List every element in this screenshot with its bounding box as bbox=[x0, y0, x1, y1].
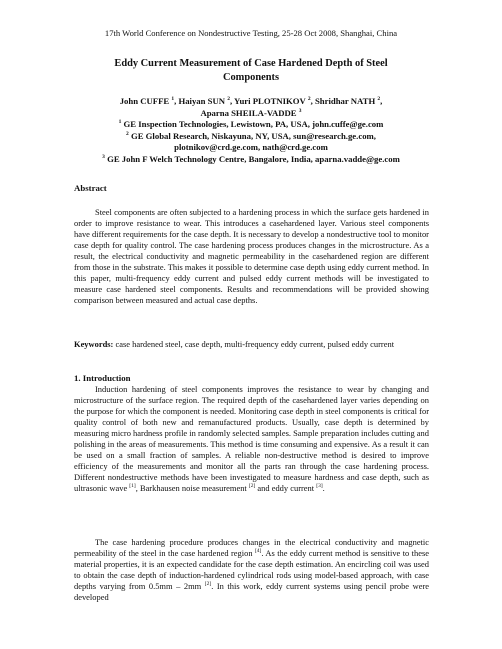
author-name: Aparna SHEILA-VADDE bbox=[200, 107, 299, 118]
affiliation-mark: 1 bbox=[171, 96, 175, 103]
affiliation-2 bbox=[30, 131, 472, 143]
paper-title bbox=[80, 57, 422, 84]
affiliation-text: GE Global Research, Niskayuna, NY, USA, sun@research.ge.com, bbox=[128, 130, 376, 141]
author-name: , Haiyan SUN bbox=[174, 96, 228, 106]
abstract-heading: Abstract bbox=[74, 183, 107, 193]
affiliation-text: GE John F Welch Technology Centre, Bangalore, India, aparna.vadde@ge.com bbox=[104, 153, 400, 164]
author-line-2 bbox=[30, 108, 472, 120]
title-line-1: Eddy Current Measurement of Case Hardened Depth of Steel bbox=[114, 58, 388, 69]
author-name: John CUFFE bbox=[119, 96, 172, 106]
affiliation-mark: 2 bbox=[227, 96, 230, 103]
author-line-1 bbox=[30, 96, 472, 108]
paragraph-text: . In this work, eddy current systems using pencil probe were developed bbox=[74, 580, 430, 602]
paragraph-text: . bbox=[322, 482, 325, 493]
author-name: , Yuri PLOTNIKOV bbox=[229, 96, 308, 106]
author-separator: , bbox=[380, 96, 383, 106]
affiliation-1 bbox=[30, 119, 472, 131]
affiliation-mark: 2 bbox=[307, 96, 311, 103]
citation-ref: [2] bbox=[248, 482, 256, 489]
abstract-text: Steel components are often subjected to a hardening process in which the surface gets hardened in order to improve resistance to wear. This introduces a casehardened layer. Various steel components have different requirements for the case depth. It is necessary to develop a nondestructive tool to monitor case depth for quality control. The case hardening process produces changes in the microstructure. As a result, the electrical conductivity and magnetic permeability in the casehardened region are different from those in the substrate. This makes it possible to determine case depth using eddy current method. In this paper, multi-frequency eddy current and pulsed eddy current methods will be investigated to measure case hardened steel components. Results and recommendations will be provided showing comparison between measured and actual case depths. bbox=[74, 207, 429, 305]
citation-ref: [1] bbox=[129, 482, 136, 489]
keywords-label: Keywords: bbox=[74, 339, 114, 349]
title-line-2: Components bbox=[222, 71, 279, 83]
affiliation-text: GE Inspection Technologies, Lewistown, PA, USA, john.cuffe@ge.com bbox=[121, 119, 384, 130]
keywords-text: case hardened steel, case depth, multi-frequency eddy current, pulsed eddy current bbox=[113, 339, 395, 349]
affiliation-mark: 3 bbox=[298, 107, 302, 114]
affiliation-mark: 3 bbox=[102, 154, 105, 161]
conference-header: 17th World Conference on Nondestructive Testing, 25-28 Oct 2008, Shanghai, China bbox=[104, 28, 398, 38]
intro-paragraph-2 bbox=[74, 537, 429, 603]
paragraph-text: . As the eddy current method is sensitive to these material properties, it is an expected candidate for the case depth estimation. An encircling coil was used to obtain the case depth of induction-hardened cylindrical rods using model-based approach, with case depths varying from 0.5mm – 2mm bbox=[74, 547, 429, 591]
paragraph-text: Induction hardening of steel components improves the resistance to wear by changing and microstructure of the surface region. The required depth of the casehardened layer varies depending on the purpose for which the component is needed. Monitoring case depth in steel components is critical for quality control of both new and remanufactured products. Usually, case depth is determined by measuring micro hardness profile in randomly selected samples. Sample preparation includes cutting and polishing in the areas of measurements. This method is time consuming and expensive. As a result it can be used on a small fraction of samples. A reliable non-destructive method is desired to improve efficiency of the measurements and monitor all the parts ran through the case hardening process. Different nondestructive methods have been investigated to measure hardness and case depth, such as ultrasonic wave bbox=[74, 384, 429, 493]
affiliation-mark: 2 bbox=[377, 96, 381, 103]
citation-ref: [3] bbox=[316, 482, 323, 489]
paragraph-text: The case hardening procedure produces changes in the electrical conductivity and magnetic permeability of the steel in the case hardened region bbox=[74, 537, 429, 558]
author-block bbox=[30, 96, 472, 166]
affiliation-mark: 2 bbox=[126, 130, 129, 137]
section-heading-introduction: 1. Introduction bbox=[74, 373, 131, 383]
keywords-paragraph bbox=[74, 339, 429, 350]
affiliation-mark: 1 bbox=[118, 119, 122, 126]
affiliation-2-emails: plotnikov@crd.ge.com, nath@crd.ge.com bbox=[174, 142, 328, 153]
citation-ref: [4] bbox=[254, 548, 262, 555]
citation-ref: [2] bbox=[204, 581, 212, 587]
author-name: , Shridhar NATH bbox=[310, 96, 378, 106]
affiliation-3 bbox=[30, 154, 472, 166]
paragraph-text: and eddy current bbox=[255, 482, 317, 493]
intro-paragraph-1 bbox=[74, 384, 429, 494]
paragraph-text: , Barkhausen noise measurement bbox=[135, 482, 249, 493]
